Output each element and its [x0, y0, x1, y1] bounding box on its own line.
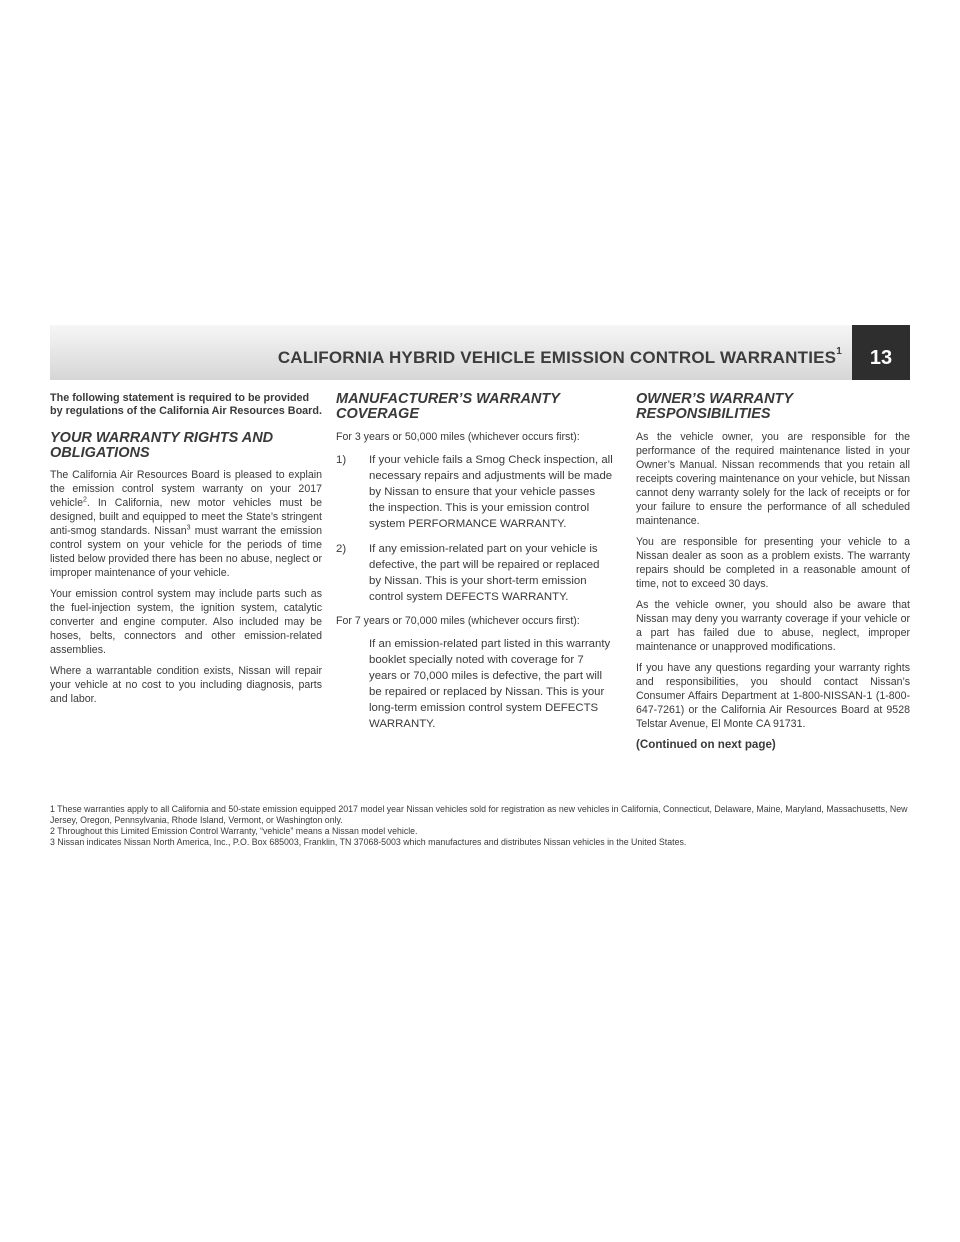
footnotes: [50, 804, 910, 848]
intro-statement: The following statement is required to be provided by regulations of the California Air Resources Board.: [50, 392, 322, 417]
section-heading-rights: YOUR WARRANTY RIGHTS AND OBLIGATIONS: [50, 430, 274, 461]
text-run: The California Air Resources Board is pleased to explain the emission control system warranty on your 2017 vehicle: [50, 469, 322, 509]
page-title-text: CALIFORNIA HYBRID VEHICLE EMISSION CONTROL WARRANTIES: [277, 348, 837, 367]
responsibilities-paragraph-4: If you have any questions regarding your warranty rights and responsibilities, you should contact Nissan’s Consumer Affairs Department at 1-800-NISSAN-1 (1-800-647-7261) or the California Air Resources Board at 9528 Telstar Avenue, El Monte CA 91731.: [636, 662, 910, 730]
text-run: . In California, new motor vehicles must be designed, built and equipped to meet the State’s stringent anti-smog standards. Nissan: [50, 497, 322, 537]
footnote-1: 1 These warranties apply to all California and 50-state emission equipped 2017 model year Nissan vehicles sold for registration as new vehicles in California, Connecticut, Delaware, Maine, Maryland, Massachusetts, New Jersey, Oregon, Pennsylvania, Rhode Island, Vermont, or Washington only.: [50, 804, 908, 825]
section-heading-coverage: MANUFACTURER’S WARRANTY COVERAGE: [336, 391, 560, 422]
coverage-period-long: For 7 years or 70,000 miles (whichever occurs first):: [336, 615, 580, 627]
title-footnote-mark: 1: [836, 346, 842, 358]
list-number: 2): [336, 543, 347, 555]
responsibilities-paragraph-1: As the vehicle owner, you are responsible for the performance of the required maintenance listed in your Owner’s Manual. Nissan recommends that you retain all receipts covering maintenance on your vehicle, but Nissan cannot deny warranty solely for the lack of receipts or for your failure to ensure the performance of all scheduled maintenance.: [636, 431, 910, 527]
long-term-warranty-text: If an emission-related part listed in this warranty booklet specially noted with coverage for 7 years or 70,000 miles is defective, the part will be repaired or replaced by Nissan. This is your long-term emission control system DEFECTS WARRANTY.: [369, 638, 611, 730]
column-right: [636, 392, 910, 759]
continued-note: (Continued on next page): [636, 738, 776, 751]
column-left: [50, 392, 322, 713]
footnote-mark: 2: [82, 496, 87, 504]
responsibilities-paragraph-3: As the vehicle owner, you should also be aware that Nissan may deny you warranty coverage if your vehicle or a part has failed due to abuse, neglect, improper maintenance or unapproved modifications.: [636, 599, 910, 653]
list-text: If your vehicle fails a Smog Check inspection, all necessary repairs and adjustments will be made by Nissan to ensure that your vehicle passes the inspection. This is your emission control system PERFORMANCE WARRANTY.: [369, 454, 613, 530]
list-text: If any emission-related part on your vehicle is defective, the part will be repaired or replaced by Nissan. This is your short-term emission control system DEFECTS WARRANTY.: [369, 543, 600, 603]
list-item: [336, 452, 614, 532]
list-number: 1): [336, 454, 347, 466]
responsibilities-paragraph-2: You are responsible for presenting your vehicle to a Nissan dealer as soon as a problem exists. The warranty repairs should be completed in a reasonable amount of time, not to exceed 30 days.: [636, 536, 910, 590]
rights-paragraph-2: Your emission control system may include parts such as the fuel-injection system, the ignition system, catalytic converter and engine computer. Also included may be hoses, belts, connectors and other emission-related assemblies.: [50, 588, 322, 656]
rights-paragraph-1: [50, 468, 322, 580]
section-heading-responsibilities: OWNER’S WARRANTY RESPONSIBILITIES: [636, 391, 793, 422]
page-number: 13: [852, 325, 910, 380]
page-header: [50, 325, 910, 380]
list-item: [336, 541, 614, 605]
footnote-2: 2 Throughout this Limited Emission Control Warranty, “vehicle” means a Nissan model vehicle.: [50, 826, 418, 836]
page-title: [50, 325, 852, 380]
coverage-period-short: For 3 years or 50,000 miles (whichever occurs first):: [336, 431, 580, 443]
footnote-3: 3 Nissan indicates Nissan North America, Inc., P.O. Box 685003, Franklin, TN 37068-5003 which manufactures and distributes Nissan vehicles in the United States.: [50, 837, 687, 847]
rights-paragraph-3: Where a warrantable condition exists, Nissan will repair your vehicle at no cost to you including diagnosis, parts and labor.: [50, 665, 322, 705]
footnote-mark: 3: [186, 524, 191, 532]
column-middle: [336, 392, 614, 732]
text-run: must warrant the emission control system on your vehicle for the periods of time listed below provided there has been no abuse, neglect or improper maintenance of your vehicle.: [50, 525, 322, 579]
